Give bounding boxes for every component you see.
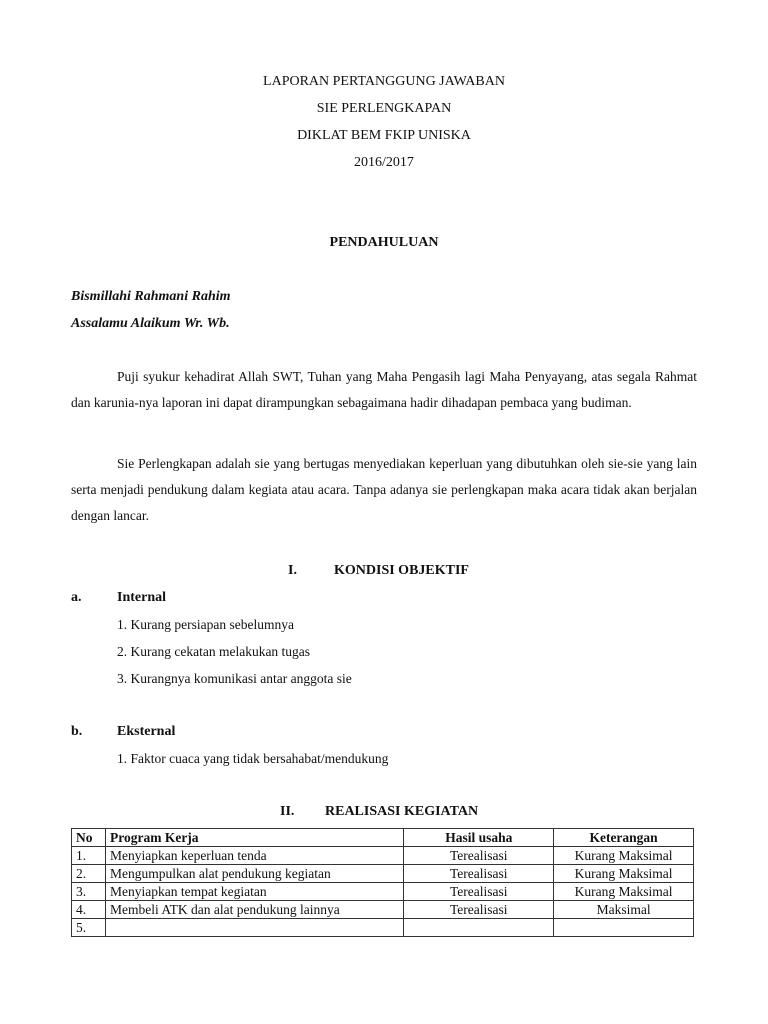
report-subtitle: SIE PERLENGKAPAN [316, 101, 452, 116]
cell-program [105, 919, 403, 937]
table-row [72, 847, 694, 865]
section-1-title: KONDISI OBJEKTIF [334, 563, 469, 578]
internal-title: Internal [117, 590, 166, 605]
cell-keterangan: Maksimal [554, 901, 694, 919]
greeting-salam: Assalamu Alaikum Wr. Wb. [71, 316, 230, 331]
header-hasil-usaha: Hasil usaha [404, 829, 554, 847]
report-year: 2016/2017 [354, 155, 414, 170]
cell-keterangan: Kurang Maksimal [554, 847, 694, 865]
cell-no: 5. [72, 919, 106, 937]
cell-keterangan [554, 919, 694, 937]
greeting-bismillah: Bismillahi Rahmani Rahim [71, 289, 231, 304]
cell-keterangan: Kurang Maksimal [554, 883, 694, 901]
table-row [72, 919, 694, 937]
pendahuluan-heading: PENDAHULUAN [329, 235, 439, 250]
header-no: No [72, 829, 106, 847]
paragraph-description: Sie Perlengkapan adalah sie yang bertugas menyediakan keperluan yang dibutuhkan oleh sie-sie yang lain serta menjadi pendukung dalam kegiata atau acara. Tanpa adanya sie perlengkapan maka acara tidak akan berjalan dengan lancar. [71, 456, 697, 523]
cell-hasil [404, 919, 554, 937]
cell-no: 3. [72, 883, 106, 901]
section-2-title: REALISASI KEGIATAN [325, 804, 479, 819]
realisasi-table [71, 828, 694, 937]
cell-hasil: Terealisasi [404, 865, 554, 883]
cell-program: Menyiapkan keperluan tenda [105, 847, 403, 865]
cell-hasil: Terealisasi [404, 901, 554, 919]
header-program-kerja: Program Kerja [105, 829, 403, 847]
header-keterangan: Keterangan [554, 829, 694, 847]
internal-item: 2. Kurang cekatan melakukan tugas [117, 644, 311, 659]
section-2-number: II. [280, 804, 295, 819]
cell-no: 2. [72, 865, 106, 883]
report-organization: DIKLAT BEM FKIP UNISKA [297, 128, 471, 143]
internal-letter: a. [71, 590, 82, 605]
eksternal-title: Eksternal [117, 724, 176, 739]
internal-item: 1. Kurang persiapan sebelumnya [117, 617, 294, 632]
report-title: LAPORAN PERTANGGUNG JAWABAN [263, 74, 505, 89]
cell-no: 4. [72, 901, 106, 919]
cell-program: Membeli ATK dan alat pendukung lainnya [105, 901, 403, 919]
cell-no: 1. [72, 847, 106, 865]
internal-item: 3. Kurangnya komunikasi antar anggota sie [117, 671, 352, 686]
table-row [72, 901, 694, 919]
table-header-row [72, 829, 694, 847]
eksternal-letter: b. [71, 724, 83, 739]
table-row [72, 865, 694, 883]
cell-program: Menyiapkan tempat kegiatan [105, 883, 403, 901]
cell-hasil: Terealisasi [404, 883, 554, 901]
cell-program: Mengumpulkan alat pendukung kegiatan [105, 865, 403, 883]
cell-keterangan: Kurang Maksimal [554, 865, 694, 883]
cell-hasil: Terealisasi [404, 847, 554, 865]
eksternal-item: 1. Faktor cuaca yang tidak bersahabat/mendukung [117, 751, 389, 766]
paragraph-intro: Puji syukur kehadirat Allah SWT, Tuhan yang Maha Pengasih lagi Maha Penyayang, atas segala Rahmat dan karunia-nya laporan ini dapat dirampungkan sebagaimana hadir dihadapan pembaca yang budiman. [71, 369, 697, 410]
table-row [72, 883, 694, 901]
section-1-number: I. [288, 563, 297, 578]
